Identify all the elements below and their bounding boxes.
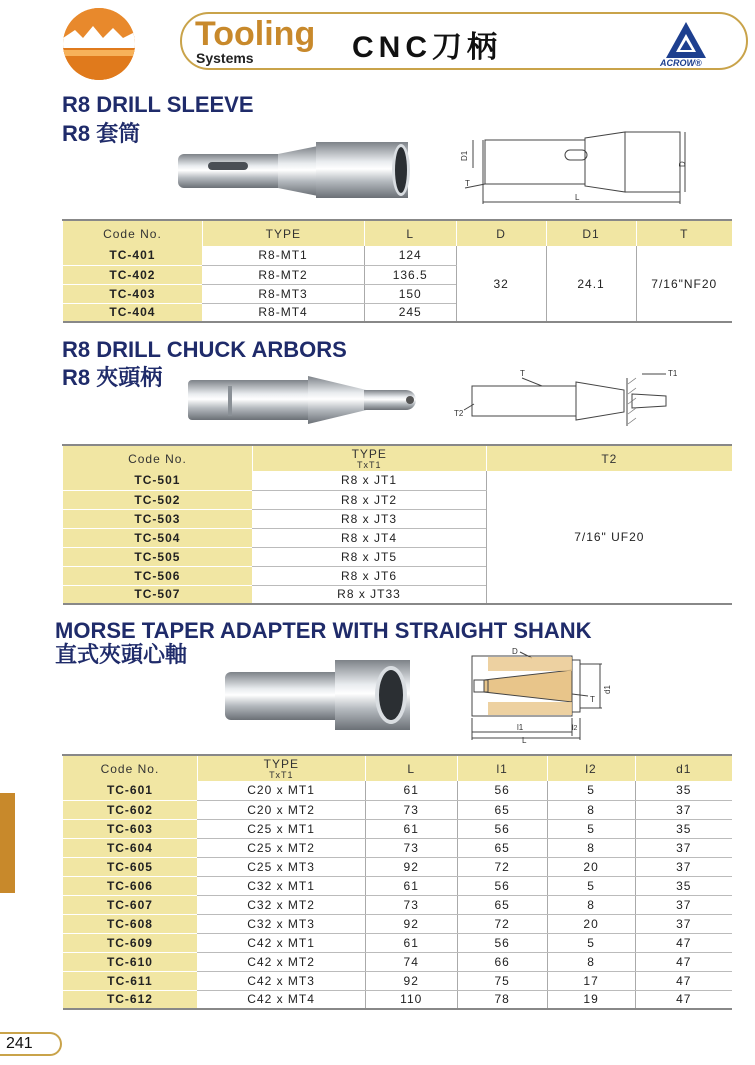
code-cell: TC-501 (63, 471, 253, 490)
drill-sleeve-photo (178, 140, 413, 200)
d1-cell: 37 (635, 895, 732, 914)
type-cell: C32 x MT3 (197, 914, 365, 933)
l-cell: 245 (364, 303, 456, 322)
l-cell: 73 (365, 800, 457, 819)
table-row (63, 838, 733, 857)
adapter-label-l: L (522, 736, 527, 744)
brand-main: Tooling (195, 15, 316, 53)
col-type (197, 755, 365, 781)
col-t: T (636, 220, 732, 246)
adapter-label-d: D (512, 647, 518, 656)
d1-cell: 47 (635, 952, 732, 971)
col-type-sub: TxT1 (357, 460, 382, 470)
arbor-label-t1: T1 (668, 369, 678, 378)
sleeve-label-d: D (678, 161, 687, 167)
type-cell: C32 x MT2 (197, 895, 365, 914)
d1-cell: 47 (635, 933, 732, 952)
page-number: 241 (6, 1035, 33, 1052)
d1-cell: 37 (635, 838, 732, 857)
adapter-label-l1: l1 (517, 723, 524, 732)
type-cell: R8 x JT1 (252, 471, 486, 490)
l2-cell: 8 (547, 895, 635, 914)
table-row (63, 800, 733, 819)
taper-adapter-table (62, 754, 732, 1010)
col-l2: l2 (547, 755, 635, 781)
d-cell: 32 (456, 246, 546, 322)
col-type (252, 445, 486, 471)
d1-cell: 47 (635, 971, 732, 990)
l-cell: 124 (364, 246, 456, 265)
l2-cell: 17 (547, 971, 635, 990)
d1-cell: 37 (635, 800, 732, 819)
chuck-arbor-photo (188, 372, 423, 427)
sleeve-label-d1: D1 (460, 150, 469, 161)
col-d: D (456, 220, 546, 246)
table-row (63, 990, 733, 1009)
chuck-arbor-diagram (452, 364, 692, 434)
d1-cell: 47 (635, 990, 732, 1009)
type-cell: R8 x JT3 (252, 509, 486, 528)
l1-cell: 56 (457, 781, 547, 800)
type-cell: R8-MT4 (202, 303, 364, 322)
code-cell: TC-611 (63, 971, 198, 990)
col-code: Code No. (63, 755, 198, 781)
code-cell: TC-401 (63, 246, 203, 265)
brand-sub: Systems (196, 50, 254, 66)
code-cell: TC-402 (63, 265, 203, 284)
d1-cell: 24.1 (546, 246, 636, 322)
table-row (63, 933, 733, 952)
d1-cell: 35 (635, 781, 732, 800)
type-cell: R8 x JT4 (252, 528, 486, 547)
code-cell: TC-602 (63, 800, 198, 819)
l-cell: 92 (365, 857, 457, 876)
adapter-label-d1: d1 (603, 685, 612, 694)
table-row (63, 971, 733, 990)
l1-cell: 66 (457, 952, 547, 971)
l-cell: 73 (365, 895, 457, 914)
code-cell: TC-404 (63, 303, 203, 322)
code-cell: TC-612 (63, 990, 198, 1009)
l1-cell: 75 (457, 971, 547, 990)
code-cell: TC-502 (63, 490, 253, 509)
code-cell: TC-505 (63, 547, 253, 566)
l1-cell: 65 (457, 800, 547, 819)
l-cell: 110 (365, 990, 457, 1009)
code-cell: TC-604 (63, 838, 198, 857)
l2-cell: 20 (547, 914, 635, 933)
type-cell: C42 x MT1 (197, 933, 365, 952)
l-cell: 61 (365, 781, 457, 800)
col-type-label: TYPE (263, 757, 299, 771)
code-cell: TC-603 (63, 819, 198, 838)
taper-adapter-photo (225, 660, 415, 730)
adapter-label-t: T (590, 695, 595, 704)
l1-cell: 65 (457, 838, 547, 857)
type-cell: C20 x MT2 (197, 800, 365, 819)
drill-sleeve-table (62, 219, 732, 323)
mountain-logo-icon (63, 8, 135, 80)
table-row (63, 471, 733, 490)
col-d1: D1 (546, 220, 636, 246)
d1-cell: 35 (635, 819, 732, 838)
type-cell: R8 x JT2 (252, 490, 486, 509)
l2-cell: 5 (547, 819, 635, 838)
l2-cell: 20 (547, 857, 635, 876)
section3-title-zh: 直式夾頭心軸 (55, 642, 188, 667)
l1-cell: 65 (457, 895, 547, 914)
col-type: TYPE (202, 220, 364, 246)
code-cell: TC-503 (63, 509, 253, 528)
arbor-label-t: T (520, 369, 525, 378)
l1-cell: 72 (457, 914, 547, 933)
code-cell: TC-605 (63, 857, 198, 876)
type-cell: C25 x MT2 (197, 838, 365, 857)
t-cell: 7/16"NF20 (636, 246, 732, 322)
l2-cell: 5 (547, 781, 635, 800)
table-row (63, 819, 733, 838)
l-cell: 61 (365, 933, 457, 952)
l-cell: 92 (365, 914, 457, 933)
arbor-label-t2: T2 (454, 409, 464, 418)
table-row (63, 952, 733, 971)
type-cell: C25 x MT3 (197, 857, 365, 876)
acrow-logo-text: ACROW® (660, 58, 702, 68)
code-cell: TC-403 (63, 284, 203, 303)
sleeve-label-l: L (575, 193, 580, 202)
l1-cell: 56 (457, 819, 547, 838)
l-cell: 61 (365, 876, 457, 895)
l2-cell: 19 (547, 990, 635, 1009)
l1-cell: 72 (457, 857, 547, 876)
l-cell: 150 (364, 284, 456, 303)
type-cell: C32 x MT1 (197, 876, 365, 895)
code-cell: TC-607 (63, 895, 198, 914)
section3-title-en: MORSE TAPER ADAPTER WITH STRAIGHT SHANK (55, 618, 592, 643)
l-cell: 136.5 (364, 265, 456, 284)
col-d1: d1 (635, 755, 732, 781)
l1-cell: 56 (457, 876, 547, 895)
l-cell: 92 (365, 971, 457, 990)
code-cell: TC-507 (63, 585, 253, 604)
type-cell: R8-MT2 (202, 265, 364, 284)
type-cell: C42 x MT4 (197, 990, 365, 1009)
d1-cell: 37 (635, 914, 732, 933)
col-l1: l1 (457, 755, 547, 781)
col-l: L (364, 220, 456, 246)
l2-cell: 5 (547, 876, 635, 895)
col-type-label: TYPE (351, 447, 387, 461)
type-cell: R8 x JT5 (252, 547, 486, 566)
table-row (63, 246, 733, 265)
l-cell: 73 (365, 838, 457, 857)
code-cell: TC-610 (63, 952, 198, 971)
l-cell: 74 (365, 952, 457, 971)
code-cell: TC-506 (63, 566, 253, 585)
section1-title-en: R8 DRILL SLEEVE (62, 92, 254, 117)
code-cell: TC-608 (63, 914, 198, 933)
code-cell: TC-504 (63, 528, 253, 547)
code-cell: TC-601 (63, 781, 198, 800)
col-code: Code No. (63, 220, 203, 246)
type-cell: R8-MT1 (202, 246, 364, 265)
drill-sleeve-diagram (455, 128, 695, 210)
section1-title-zh: R8 套筒 (62, 121, 141, 146)
d1-cell: 37 (635, 857, 732, 876)
t2-cell: 7/16" UF20 (486, 471, 732, 604)
section2-title-zh: R8 夾頭柄 (62, 365, 163, 390)
page-title: CNC刀柄 (352, 31, 502, 64)
sleeve-label-t: T (465, 179, 470, 188)
code-cell: TC-609 (63, 933, 198, 952)
l1-cell: 78 (457, 990, 547, 1009)
l1-cell: 56 (457, 933, 547, 952)
type-cell: C42 x MT3 (197, 971, 365, 990)
type-cell: C42 x MT2 (197, 952, 365, 971)
code-cell: TC-606 (63, 876, 198, 895)
table-row (63, 895, 733, 914)
type-cell: R8-MT3 (202, 284, 364, 303)
d1-cell: 35 (635, 876, 732, 895)
taper-adapter-diagram (462, 646, 612, 744)
col-t2: T2 (486, 445, 732, 471)
table-row (63, 857, 733, 876)
adapter-label-l2: l2 (572, 725, 578, 732)
l2-cell: 8 (547, 952, 635, 971)
type-cell: R8 x JT6 (252, 566, 486, 585)
l2-cell: 5 (547, 933, 635, 952)
l2-cell: 8 (547, 800, 635, 819)
type-cell: C20 x MT1 (197, 781, 365, 800)
l2-cell: 8 (547, 838, 635, 857)
chuck-arbor-table (62, 444, 732, 605)
col-l: L (365, 755, 457, 781)
col-type-sub: TxT1 (269, 770, 294, 780)
table-row (63, 876, 733, 895)
company-logo (63, 8, 135, 80)
table-row (63, 781, 733, 800)
l-cell: 61 (365, 819, 457, 838)
table-row (63, 914, 733, 933)
section2-title-en: R8 DRILL CHUCK ARBORS (62, 337, 347, 362)
col-code: Code No. (63, 445, 253, 471)
type-cell: C25 x MT1 (197, 819, 365, 838)
side-tab (0, 793, 15, 893)
type-cell: R8 x JT33 (252, 585, 486, 604)
